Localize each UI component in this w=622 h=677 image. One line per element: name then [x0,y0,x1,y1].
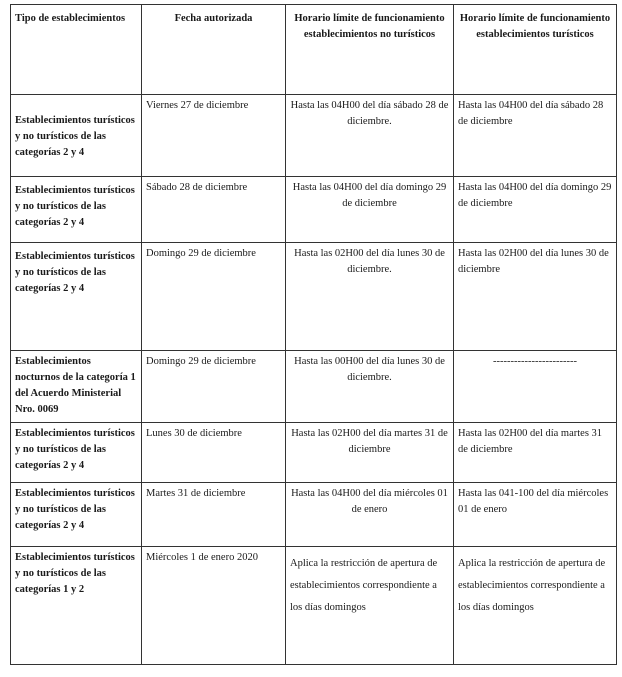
cell-fecha: Sábado 28 de diciembre [142,177,286,243]
table-header-row [11,5,617,95]
cell-tipo: Establecimientos nocturnos de la categoría 1 del Acuerdo Ministerial Nro. 0069 [11,351,142,423]
cell-fecha: Miércoles 1 de enero 2020 [142,547,286,665]
cell-turisticos: Hasta las 02H00 del día martes 31 de diciembre [454,423,617,483]
cell-fecha: Lunes 30 de diciembre [142,423,286,483]
schedule-table-wrapper [10,4,616,665]
cell-no-turisticos: Hasta las 04H00 del día sábado 28 de diciembre. [286,95,454,177]
header-tipo: Tipo de establecimientos [11,5,142,95]
header-no-turisticos: Horario límite de funcionamiento establecimientos no turísticos [286,5,454,95]
schedule-table [10,4,617,665]
cell-no-turisticos: Hasta las 02H00 del día martes 31 de diciembre [286,423,454,483]
cell-tipo: Establecimientos turísticos y no turísticos de las categorías 2 y 4 [11,177,142,243]
header-turisticos: Horario límite de funcionamiento establecimientos turísticos [454,5,617,95]
cell-turisticos: Hasta las 02H00 del día lunes 30 de diciembre [454,243,617,351]
cell-fecha: Martes 31 de diciembre [142,483,286,547]
cell-fecha: Viernes 27 de diciembre [142,95,286,177]
cell-no-turisticos: Hasta las 00H00 del día lunes 30 de diciembre. [286,351,454,423]
cell-turisticos: Hasta las 04H00 del día domingo 29 de diciembre [454,177,617,243]
header-fecha: Fecha autorizada [142,5,286,95]
table-row [11,351,617,423]
cell-turisticos: Hasta las 04H00 del día sábado 28 de diciembre [454,95,617,177]
cell-turisticos: Aplica la restricción de apertura de establecimientos correspondiente a los días domingos [454,547,617,665]
cell-tipo: Establecimientos turísticos y no turísticos de las categorías 1 y 2 [11,547,142,665]
cell-no-turisticos: Hasta las 04H00 del día domingo 29 de diciembre [286,177,454,243]
cell-tipo: Establecimientos turísticos y no turísticos de las categorías 2 y 4 [11,243,142,351]
cell-turisticos: ------------------------ [454,351,617,423]
cell-no-turisticos: Hasta las 02H00 del día lunes 30 de diciembre. [286,243,454,351]
cell-tipo: Establecimientos turísticos y no turísticos de las categorías 2 y 4 [11,95,142,177]
cell-turisticos: Hasta las 041-100 del día miércoles 01 de enero [454,483,617,547]
table-row [11,483,617,547]
table-row [11,423,617,483]
cell-no-turisticos: Aplica la restricción de apertura de establecimientos correspondiente a los días domingos [286,547,454,665]
cell-tipo: Establecimientos turísticos y no turísticos de las categorías 2 y 4 [11,423,142,483]
cell-tipo: Establecimientos turísticos y no turísticos de las categorías 2 y 4 [11,483,142,547]
cell-no-turisticos: Hasta las 04H00 del día miércoles 01 de enero [286,483,454,547]
table-row [11,95,617,177]
table-row [11,243,617,351]
table-row [11,177,617,243]
cell-fecha: Domingo 29 de diciembre [142,351,286,423]
table-row [11,547,617,665]
cell-fecha: Domingo 29 de diciembre [142,243,286,351]
